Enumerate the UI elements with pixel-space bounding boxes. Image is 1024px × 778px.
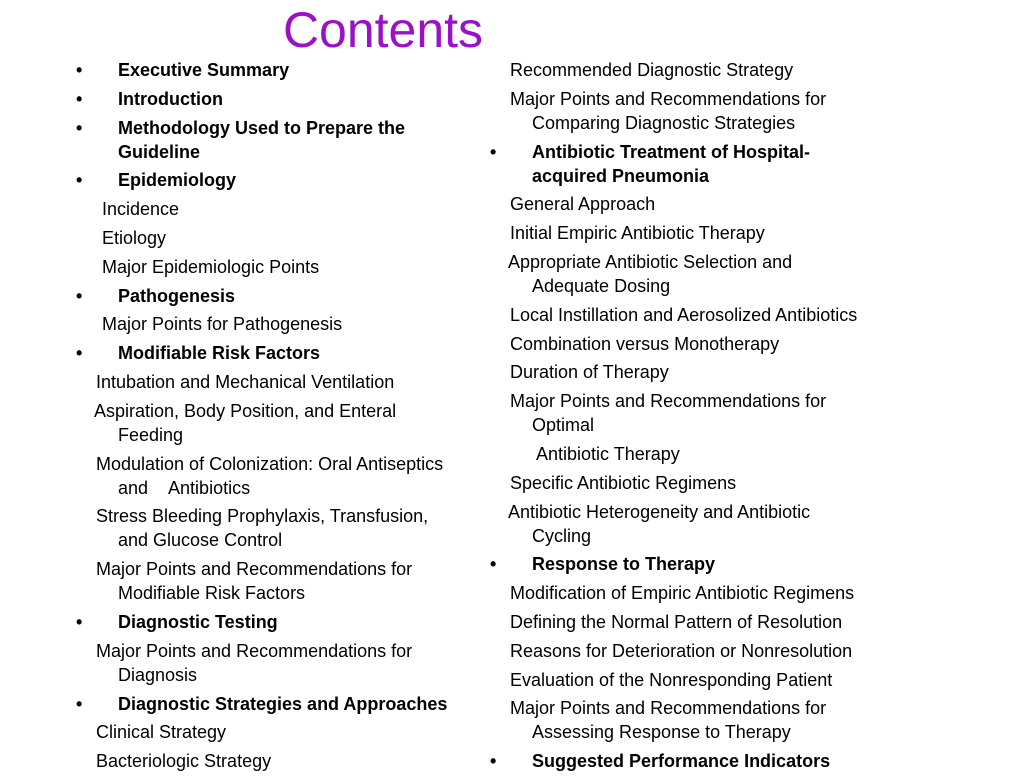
toc-subitem: Major Epidemiologic Points [102, 256, 320, 277]
bullet-icon: • [490, 751, 497, 772]
toc-subitem: Clinical Strategy [96, 722, 227, 743]
toc-subitem: Bacteriologic Strategy [96, 751, 272, 772]
toc-heading: • Antibiotic Treatment of Hospital- acquired Pneumonia [490, 141, 811, 186]
toc-subitem: Antibiotic Therapy [536, 443, 680, 464]
bullet-icon: • [76, 611, 83, 632]
toc-subitem: Major Points and Recommendations for Comparing Diagnostic Strategies [510, 88, 827, 133]
toc-heading: • Pathogenesis [76, 285, 236, 306]
toc-subitem: Recommended Diagnostic Strategy [510, 60, 794, 80]
toc-subitem: Major Points and Recommendations for Modifiable Risk Factors [96, 559, 413, 604]
toc-heading: • Epidemiology [76, 170, 237, 191]
toc-subitem: Modulation of Colonization: Oral Antiseptics and Antibiotics [96, 453, 444, 498]
bullet-icon: • [76, 170, 83, 191]
toc-subitem: Defining the Normal Pattern of Resolution [510, 611, 843, 632]
contents-right-column [490, 58, 910, 778]
toc-subitem: Aspiration, Body Position, and Enteral Feeding [94, 400, 397, 445]
toc-subitem: Antibiotic Heterogeneity and Antibiotic Cycling [508, 501, 811, 546]
toc-heading-line1: Methodology Used to Prepare the [118, 117, 406, 138]
toc-heading: • Diagnostic Strategies and Approaches [76, 693, 448, 714]
toc-subitem: Evaluation of the Nonresponding Patient [510, 669, 833, 690]
bullet-icon: • [490, 554, 497, 575]
page-title: Contents [282, 2, 484, 58]
toc-subitem: Modification of Empiric Antibiotic Regimens [510, 583, 855, 604]
bullet-icon: • [490, 141, 497, 162]
toc-subitem: Combination versus Monotherapy [510, 333, 780, 354]
bullet-icon: • [76, 117, 83, 138]
toc-heading: • Response to Therapy [490, 554, 716, 575]
toc-subitem: Etiology [102, 227, 167, 248]
toc-subitem: General Approach [510, 194, 656, 215]
toc-heading: • Introduction [76, 88, 223, 109]
toc-subitem: Duration of Therapy [510, 362, 669, 383]
toc-heading: • Diagnostic Testing [76, 611, 278, 632]
toc-subitem: Intubation and Mechanical Ventilation [96, 371, 395, 392]
toc-subitem: Appropriate Antibiotic Selection and Adequate Dosing [508, 251, 793, 296]
bullet-icon: • [76, 88, 83, 109]
toc-heading: • Suggested Performance Indicators [490, 751, 831, 772]
toc-subitem: Major Points and Recommendations for Assessing Response to Therapy [510, 698, 827, 743]
bullet-icon: • [76, 285, 83, 306]
bullet-icon: • [76, 60, 83, 80]
toc-subitem: Major Points and Recommendations for Optimal [510, 391, 827, 436]
toc-heading: • Modifiable Risk Factors [76, 343, 321, 364]
toc-subitem: Local Instillation and Aerosolized Antibiotics [510, 304, 858, 325]
toc-subitem: Incidence [102, 199, 180, 220]
toc-heading [76, 116, 491, 164]
bullet-icon: • [76, 693, 83, 714]
toc-subitem: Specific Antibiotic Regimens [510, 472, 737, 493]
toc-subitem: Major Points and Recommendations for Diagnosis [96, 640, 413, 685]
toc-subitem: Stress Bleeding Prophylaxis, Transfusion, and Glucose Control [96, 506, 429, 551]
toc-subitem: Initial Empiric Antibiotic Therapy [510, 223, 765, 244]
toc-heading-line2: Guideline [118, 141, 201, 162]
contents-left-column [76, 58, 491, 778]
toc-subitem: Reasons for Deterioration or Nonresolution [510, 640, 853, 661]
bullet-icon: • [76, 343, 83, 364]
toc-subitem: Major Points for Pathogenesis [102, 314, 343, 335]
toc-heading: • Executive Summary [76, 60, 290, 80]
